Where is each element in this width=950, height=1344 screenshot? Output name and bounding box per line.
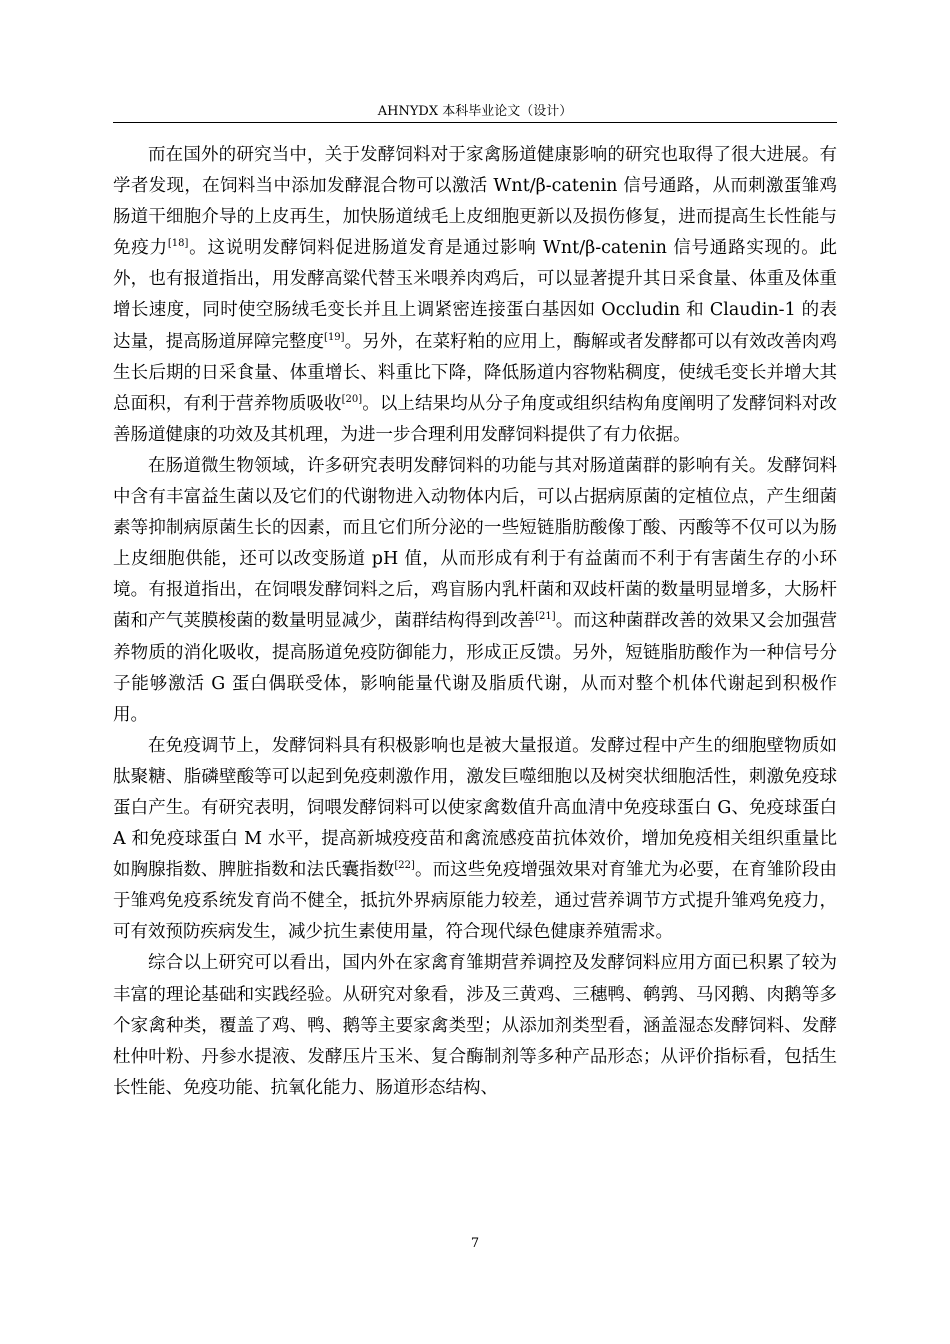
body-text — [113, 140, 837, 1104]
citation-ref: [19] — [324, 331, 345, 343]
paragraph-text: 综合以上研究可以看出，国内外在家禽育雏期营养调控及发酵饲料应用方面已积累了较为丰富的理论基础和实践经验。从研究对象看，涉及三黄鸡、三穗鸭、鹌鹑、马冈鹅、肉鹅等多个家禽种类，覆盖了鸡、鸭、鹅等主要家禽类型；从添加剂类型看，涵盖湿态发酵饲料、发酵杜仲叶粉、丹参水提液、发酵压片玉米、复合酶制剂等多种产品形态；从评价指标看，包括生长性能、免疫功能、抗氧化能力、肠道形态结构、 — [113, 953, 837, 1098]
paragraph-text: 在肠道微生物领域，许多研究表明发酵饲料的功能与其对肠道菌群的影响有关。发酵饲料中含有丰富益生菌以及它们的代谢物进入动物体内后，可以占据病原菌的定植位点，产生细菌素等抑制病原菌生长的因素，而且它们所分泌的一些短链脂肪酸像丁酸、丙酸等不仅可以为肠上皮细胞供能，还可以改变肠道 pH 值，从而形成有利于有益菌而不利于有害菌生存的小环境。有报道指出，在饲喂发酵饲料之后，鸡盲肠内乳杆菌和双歧杆菌的数量明显增多，大肠杆菌和产气荚膜梭菌的数量明显减少，菌群结构得到改善 — [113, 455, 837, 632]
page-header: AHNYDX 本科毕业论文（设计） — [377, 104, 573, 119]
paragraph-foreign-research — [113, 140, 837, 451]
citation-ref: [21] — [535, 611, 556, 623]
citation-ref: [22] — [394, 860, 415, 872]
paragraph-summary — [113, 948, 837, 1103]
citation-ref: [20] — [341, 393, 363, 405]
paragraph-text: 。另外，在菜籽粕的应用上，酶解或者发酵都可以有效改善肉鸡生长后期的日采食量、体重增长、料重比下降，降低肠道内容物粘稠度，使绒毛变长并增大其总面积，有利于营养物质吸收 — [113, 331, 838, 414]
paragraph-text: 。以上结果均从分子角度或组织结构角度阐明了发酵饲料对改善肠道健康的功效及其机理，为进一步合理利用发酵饲料提供了有力依据。 — [113, 393, 838, 445]
paragraph-immune-regulation — [113, 731, 837, 949]
citation-ref: [18] — [167, 238, 189, 250]
paragraph-text: 。而这种菌群改善的效果又会加强营养物质的消化吸收，提高肠道免疫防御能力，形成正反馈。另外，短链脂肪酸作为一种信号分子能够激活 G 蛋白偶联受体，影响能量代谢及脂质代谢，从而对整个机体代谢起到积极作用。 — [113, 611, 838, 725]
paragraph-text: 在免疫调节上，发酵饲料具有积极影响也是被大量报道。发酵过程中产生的细胞壁物质如肽聚糖、脂磷壁酸等可以起到免疫刺激作用，激发巨噬细胞以及树突状细胞活性，刺激免疫球蛋白产生。有研究表明，饲喂发酵饲料可以使家禽数值升高血清中免疫球蛋白 G、免疫球蛋白 A 和免疫球蛋白 M 水平，提高新城疫疫苗和禽流感疫苗抗体效价，增加免疫相关组织重量比如胸腺指数、脾脏指数和法氏囊指数 — [113, 735, 837, 881]
paragraph-text: 而在国外的研究当中，关于发酵饲料对于家禽肠道健康影响的研究也取得了很大进展。有学者发现，在饲料当中添加发酵混合物可以激活 Wnt/β-catenin 信号通路，从而刺激蛋雏鸡肠道干细胞介导的上皮再生，加快肠道绒毛上皮细胞更新以及损伤修复，进而提高生长性能与免疫力 — [113, 145, 837, 259]
header-rule — [113, 122, 837, 123]
paragraph-gut-microbiota — [113, 451, 837, 731]
paragraph-text: 。这说明发酵饲料促进肠道发育是通过影响 Wnt/β-catenin 信号通路实现的。此外，也有报道指出，用发酵高粱代替玉米喂养肉鸡后，可以显著提升其日采食量、体重及体重增长速度，同时使空肠绒毛变长并且上调紧密连接蛋白基因如 Occludin 和 Claudin-1 的表达量，提高肠道屏障完整度 — [113, 238, 838, 352]
paragraph-text: 。而这些免疫增强效果对育雏尤为必要，在育雏阶段由于雏鸡免疫系统发育尚不健全，抵抗外界病原能力较差，通过营养调节方式提升雏鸡免疫力，可有效预防疾病发生，减少抗生素使用量，符合现代绿色健康养殖需求。 — [113, 860, 838, 943]
page-number: 7 — [470, 1236, 480, 1251]
